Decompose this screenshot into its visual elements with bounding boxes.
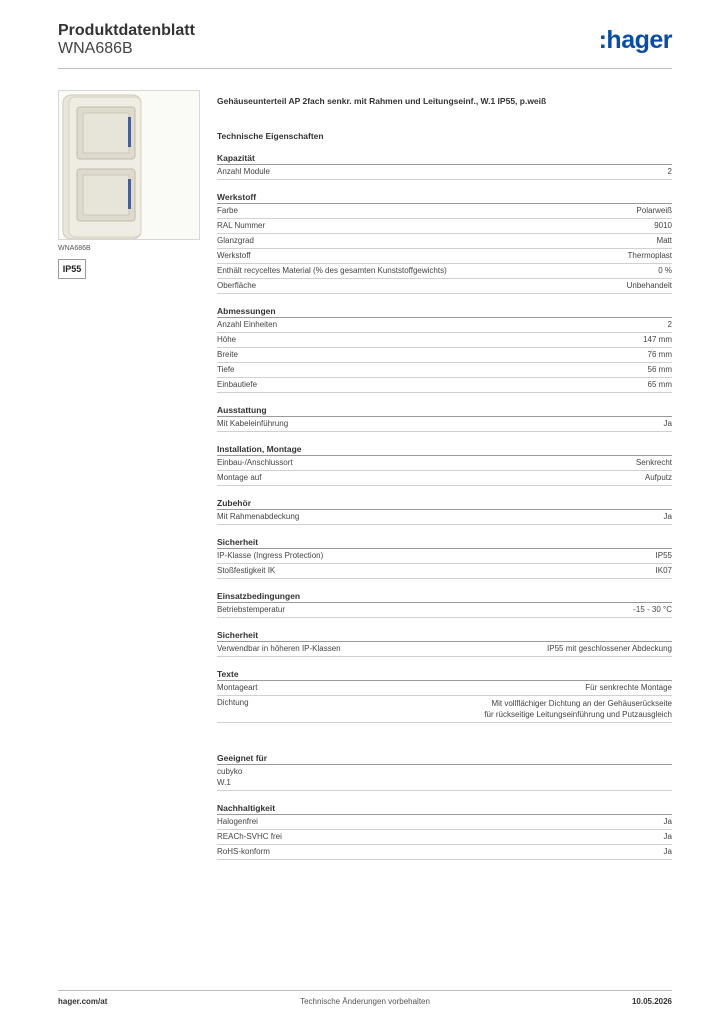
spec-row: [217, 456, 672, 471]
spec-value: Ja: [663, 419, 672, 428]
section-title: Kapazität: [217, 153, 672, 165]
spec-section: [217, 498, 672, 525]
spec-section: [217, 192, 672, 294]
spec-label: Betriebstemperatur: [217, 605, 286, 614]
spec-row: [217, 279, 672, 294]
section-title: Sicherheit: [217, 537, 672, 549]
spec-label: RAL Nummer: [217, 221, 266, 230]
spec-row: [217, 378, 672, 393]
spec-value: 2: [667, 167, 672, 176]
spec-row: [217, 219, 672, 234]
spec-label: Farbe: [217, 206, 238, 215]
spec-section: [217, 537, 672, 579]
section-title: Texte: [217, 669, 672, 681]
spec-value: -15 - 30 °C: [633, 605, 672, 614]
spec-row: [217, 165, 672, 180]
spec-section: [217, 153, 672, 180]
spec-value: Ja: [663, 817, 672, 826]
section-title: Abmessungen: [217, 306, 672, 318]
spec-value: Für senkrechte Montage: [585, 683, 672, 692]
spec-value: Thermoplast: [627, 251, 672, 260]
spec-label: Verwendbar in höheren IP-Klassen: [217, 644, 341, 653]
spec-label: Montageart: [217, 683, 258, 692]
section-title: Nachhaltigkeit: [217, 803, 672, 815]
spec-section: [217, 591, 672, 618]
spec-value: 9010: [654, 221, 672, 230]
page-header: [58, 20, 672, 70]
spec-value: Aufputz: [644, 473, 672, 482]
spec-row: [217, 234, 672, 249]
spec-row: [217, 363, 672, 378]
spec-value: Ja: [663, 832, 672, 841]
spec-value: IP55 mit geschlossener Abdeckung: [547, 644, 672, 653]
spec-sections: [217, 153, 672, 723]
spec-value: 56 mm: [647, 365, 672, 374]
product-image: [58, 90, 200, 240]
hager-logo: :hager: [598, 26, 672, 54]
section-title: Einsatzbedingungen: [217, 591, 672, 603]
section-title: Geeignet für: [217, 753, 672, 765]
spec-value: 147 mm: [643, 335, 672, 344]
section-title: Sicherheit: [217, 630, 672, 642]
spec-row: [217, 417, 672, 432]
spec-row: [217, 696, 672, 723]
spec-value: Unbehandelt: [626, 281, 672, 290]
spec-label: Einbautiefe: [217, 380, 258, 389]
spec-row: [217, 845, 672, 860]
spec-value: Polarweiß: [636, 206, 672, 215]
spec-label: Halogenfrei: [217, 817, 258, 826]
spec-row: [217, 564, 672, 579]
spec-row: [217, 603, 672, 618]
spec-value: 2: [667, 320, 672, 329]
product-number: WNA686B: [58, 40, 133, 57]
spec-section: [217, 630, 672, 657]
spec-value: Mit vollflächiger Dichtung an der Gehäuserückseite für rückseitige Leitungseinführung und Putzausgleich: [484, 699, 672, 719]
image-caption: WNA686B: [58, 245, 91, 252]
spec-row: [217, 264, 672, 279]
spec-label: Werkstoff: [217, 251, 251, 260]
spec-row: [217, 318, 672, 333]
spec-value: IK07: [655, 566, 672, 575]
spec-row: [217, 642, 672, 657]
suitable-for-list: [217, 765, 672, 791]
spec-value: 65 mm: [647, 380, 672, 389]
spec-label: REACh-SVHC frei: [217, 832, 282, 841]
left-column: [58, 90, 200, 274]
spec-label: Tiefe: [217, 365, 235, 374]
spec-label: RoHS-konform: [217, 847, 270, 856]
footer-date: 10.05.2026: [631, 997, 672, 1006]
section-title: Werkstoff: [217, 192, 672, 204]
suitable-for-item: W.1: [217, 777, 231, 787]
spec-label: Enthält recyceltes Material (% des gesamten Kunststoffgewichts): [217, 266, 447, 275]
spec-label: Breite: [217, 350, 238, 359]
spec-section: [217, 444, 672, 486]
sustainability-section: [217, 803, 672, 860]
spec-value: IP55: [655, 551, 672, 560]
footer-website-link[interactable]: hager.com/at: [58, 997, 108, 1006]
spec-value: 0 %: [658, 266, 672, 275]
suitable-for-section: [217, 753, 672, 791]
spec-row: [217, 333, 672, 348]
spec-value: Ja: [663, 512, 672, 521]
spec-label: Oberfläche: [217, 281, 257, 290]
ip-rating-badge: IP55: [58, 259, 86, 279]
spec-section: [217, 306, 672, 393]
document-title: Produktdatenblatt: [58, 22, 195, 39]
spec-row: [217, 815, 672, 830]
product-description: Gehäuseunterteil AP 2fach senkr. mit Rahmen und Leitungseinf., W.1 IP55, p.weiß: [217, 96, 547, 106]
suitable-for-item: cubyko: [217, 767, 243, 776]
spec-section: [217, 405, 672, 432]
spec-row: [217, 348, 672, 363]
spec-row: [217, 249, 672, 264]
spec-label: Höhe: [217, 335, 237, 344]
spec-value: Ja: [663, 847, 672, 856]
spec-label: Dichtung: [217, 698, 249, 707]
section-title: Zubehör: [217, 498, 672, 510]
footer-disclaimer: Technische Änderungen vorbehalten: [300, 997, 430, 1006]
spec-section: [217, 669, 672, 723]
spec-label: Glanzgrad: [217, 236, 254, 245]
spec-value: Matt: [656, 236, 672, 245]
sustainability-rows: [217, 815, 672, 860]
spec-row: [217, 471, 672, 486]
spec-row: [217, 830, 672, 845]
spec-label: Mit Rahmenabdeckung: [217, 512, 300, 521]
spec-label: Mit Kabeleinführung: [217, 419, 289, 428]
spec-row: [217, 510, 672, 525]
spec-label: Anzahl Module: [217, 167, 270, 176]
section-title: Ausstattung: [217, 405, 672, 417]
spec-value: 76 mm: [647, 350, 672, 359]
spec-content: [217, 96, 672, 860]
product-image-drawing: [59, 91, 199, 239]
technical-properties-title: Technische Eigenschaften: [217, 131, 324, 141]
spec-label: Montage auf: [217, 473, 262, 482]
spec-label: Einbau-/Anschlussort: [217, 458, 293, 467]
spec-label: Stoßfestigkeit IK: [217, 566, 276, 575]
spec-row: [217, 204, 672, 219]
spec-row: [217, 681, 672, 696]
header-divider: [58, 68, 672, 69]
page-footer: [58, 997, 672, 1009]
spec-row: [217, 549, 672, 564]
spec-label: Anzahl Einheiten: [217, 320, 278, 329]
spec-value: Senkrecht: [635, 458, 672, 467]
section-title: Installation, Montage: [217, 444, 672, 456]
spec-label: IP-Klasse (Ingress Protection): [217, 551, 324, 560]
footer-divider: [58, 990, 672, 991]
